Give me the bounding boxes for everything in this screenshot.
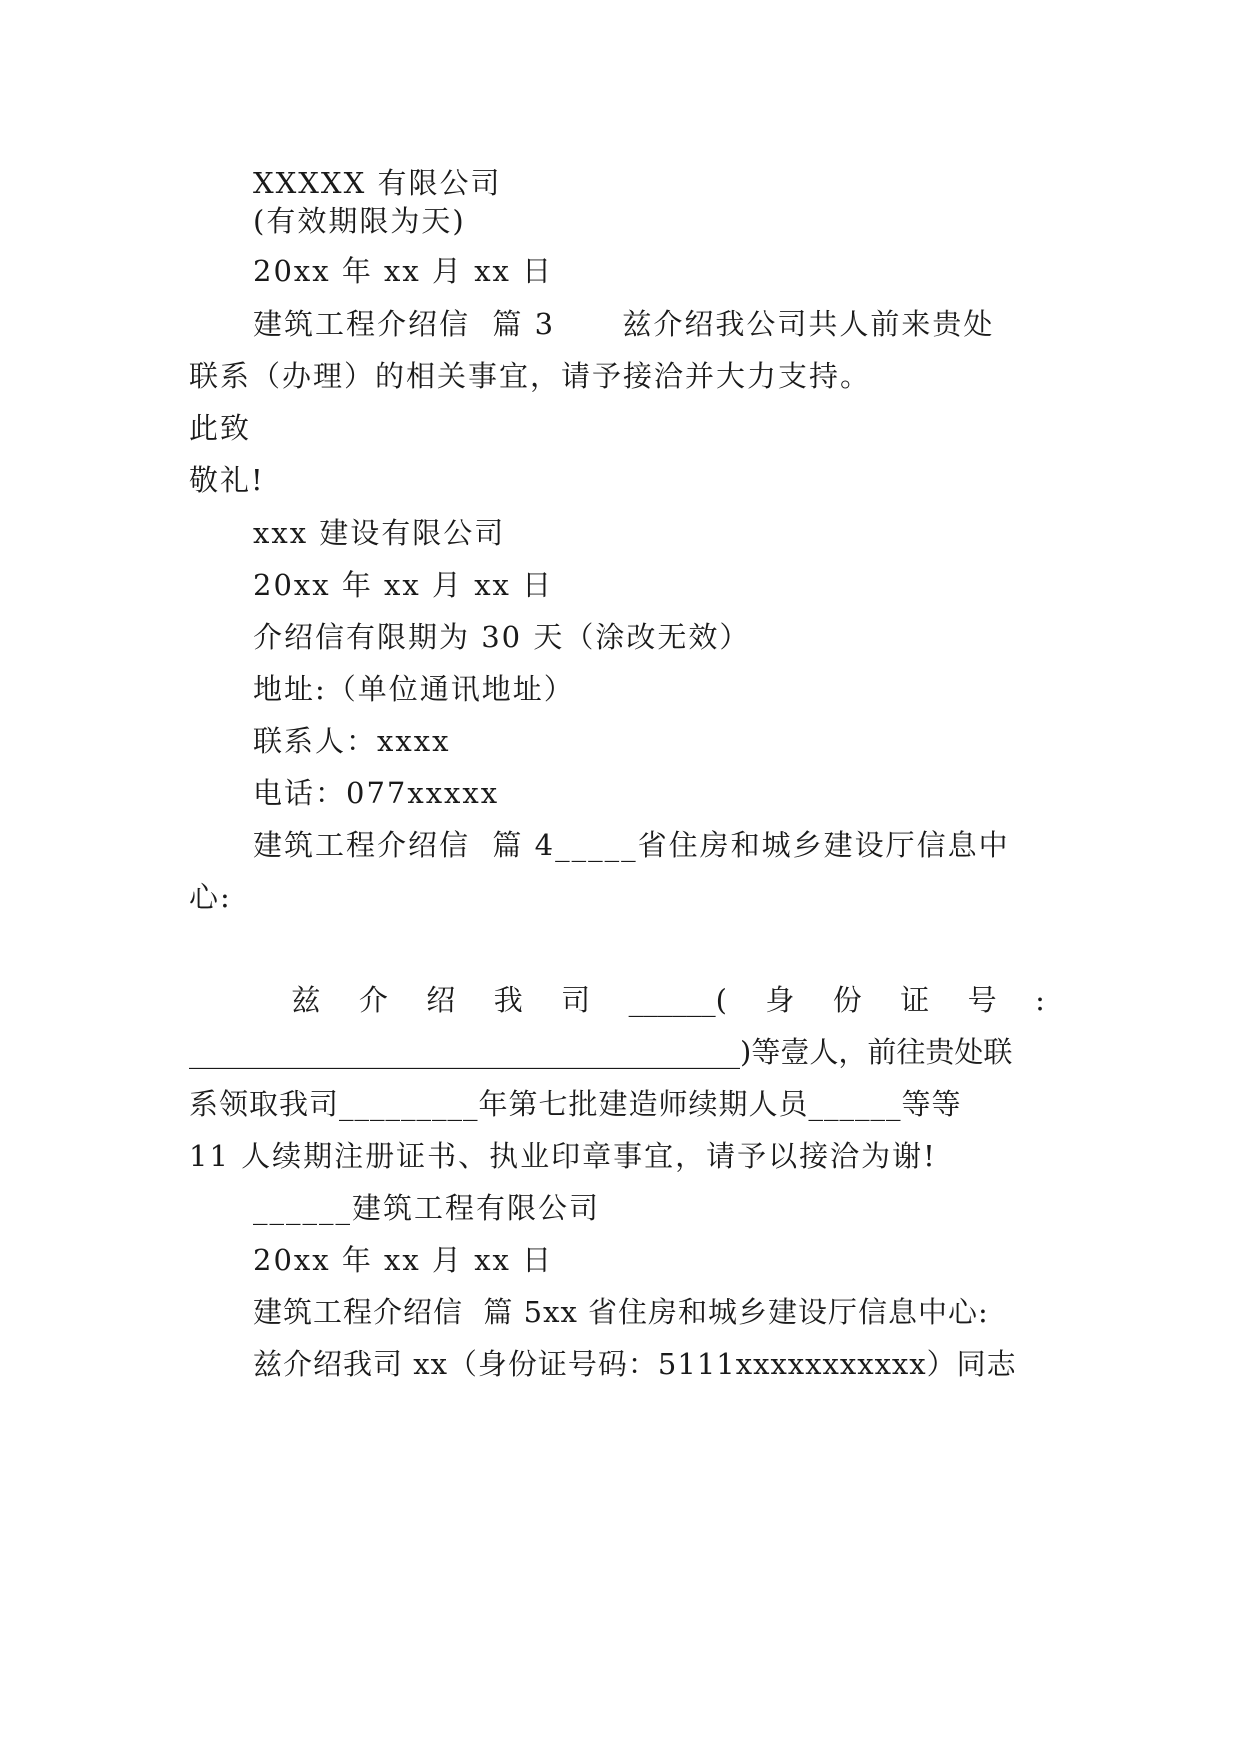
section-5-heading: 建筑工程介绍信 篇 5xx 省住房和城乡建设厅信息中心:	[253, 1295, 989, 1329]
body-text-fragment: :	[1035, 983, 1045, 1017]
body-text-line: 兹介绍我司 xx（身份证号码：5111xxxxxxxxxxx）同志	[253, 1347, 1017, 1381]
date-line: 20xx 年 xx 月 xx 日	[253, 1243, 554, 1277]
body-text-fragment: 绍	[426, 983, 456, 1017]
validity-note-line: 介绍信有限期为 30 天（涂改无效）	[253, 620, 751, 654]
body-text-fragment: 兹	[291, 983, 321, 1017]
section-3-heading: 建筑工程介绍信 篇 3 兹介绍我公司共人前来贵处	[253, 307, 995, 341]
contact-person-line: 联系人：xxxx	[253, 724, 451, 758]
company-name-line: xxx 建设有限公司	[253, 516, 506, 550]
body-text-line: 11 人续期注册证书、执业印章事宜，请予以接洽为谢!	[189, 1139, 937, 1173]
section-4-heading: 建筑工程介绍信 篇 4_____省住房和城乡建设厅信息中	[253, 828, 1010, 862]
validity-note-line: (有效期限为天)	[253, 204, 466, 238]
salutation-line: 敬礼!	[189, 463, 265, 497]
body-text-fragment: 我	[493, 983, 523, 1017]
company-name-line: XXXXX 有限公司	[253, 166, 502, 200]
date-line: 20xx 年 xx 月 xx 日	[253, 568, 554, 602]
date-line: 20xx 年 xx 月 xx 日	[253, 254, 554, 288]
body-text-fragment: 身	[765, 983, 795, 1017]
body-text-line: 心:	[189, 880, 232, 914]
body-text-line: 联系（办理）的相关事宜，请予接洽并大力支持。	[189, 359, 872, 393]
body-text-fragment: 份	[832, 983, 862, 1017]
body-text-fragment: 号	[967, 983, 997, 1017]
body-text-line: 系领取我司_________年第七批建造师续期人员______等等	[189, 1087, 962, 1121]
body-text-fragment: 证	[900, 983, 930, 1017]
body-text-line: ______________________________________)等壹人，前往贵处联	[189, 1035, 1013, 1069]
spaced-body-line	[189, 980, 1045, 1020]
body-text-fragment: 司	[561, 983, 591, 1017]
body-text-fragment: ______(	[628, 983, 727, 1017]
company-name-line: ______建筑工程有限公司	[253, 1191, 601, 1225]
body-text-fragment: 介	[358, 983, 388, 1017]
closing-line: 此致	[189, 411, 252, 445]
address-line: 地址:（单位通讯地址）	[253, 672, 575, 706]
phone-line: 电话：077xxxxx	[253, 776, 500, 810]
